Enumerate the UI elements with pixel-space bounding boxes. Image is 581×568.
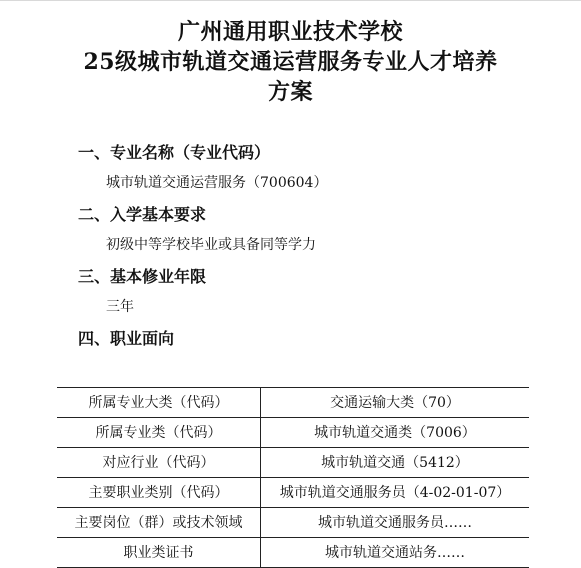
table-row	[57, 508, 529, 538]
title-program-name: 25级城市轨道交通运营服务专业人才培养	[83, 49, 498, 75]
section-body-major-name: 城市轨道交通运营服务（700604）	[106, 175, 328, 191]
table-cell-value: 城市轨道交通服务员……	[261, 508, 530, 538]
table-row	[57, 538, 529, 568]
table-cell-label: 职业类证书	[57, 538, 261, 568]
table-cell-value: 城市轨道交通（5412）	[261, 448, 530, 478]
table-row	[57, 448, 529, 478]
table-cell-label: 主要岗位（群）或技术领域	[57, 508, 261, 538]
document-title	[0, 17, 581, 107]
title-school-name: 广州通用职业技术学校	[177, 19, 403, 45]
table-cell-value: 城市轨道交通类（7006）	[261, 418, 530, 448]
table-cell-label: 主要职业类别（代码）	[57, 478, 261, 508]
section-heading-major-name: 一、专业名称（专业代码）	[78, 143, 271, 162]
section-body-admission: 初级中等学校毕业或具备同等学力	[106, 237, 316, 253]
table-row	[57, 418, 529, 448]
table-row	[57, 388, 529, 418]
title-plan-word: 方案	[267, 79, 313, 105]
table-cell-value: 城市轨道交通站务……	[261, 538, 530, 568]
page-top-border	[0, 0, 581, 1]
section-heading-duration: 三、基本修业年限	[78, 267, 207, 286]
section-heading-career: 四、职业面向	[78, 329, 175, 348]
table-cell-label: 所属专业类（代码）	[57, 418, 261, 448]
table-row	[57, 478, 529, 508]
section-heading-admission: 二、入学基本要求	[78, 205, 207, 224]
table-cell-value: 交通运输大类（70）	[261, 388, 530, 418]
career-orientation-table	[57, 387, 529, 568]
table-cell-label: 所属专业大类（代码）	[57, 388, 261, 418]
section-body-duration: 三年	[106, 299, 134, 315]
table-cell-value: 城市轨道交通服务员（4-02-01-07）	[261, 478, 530, 508]
table-cell-label: 对应行业（代码）	[57, 448, 261, 478]
